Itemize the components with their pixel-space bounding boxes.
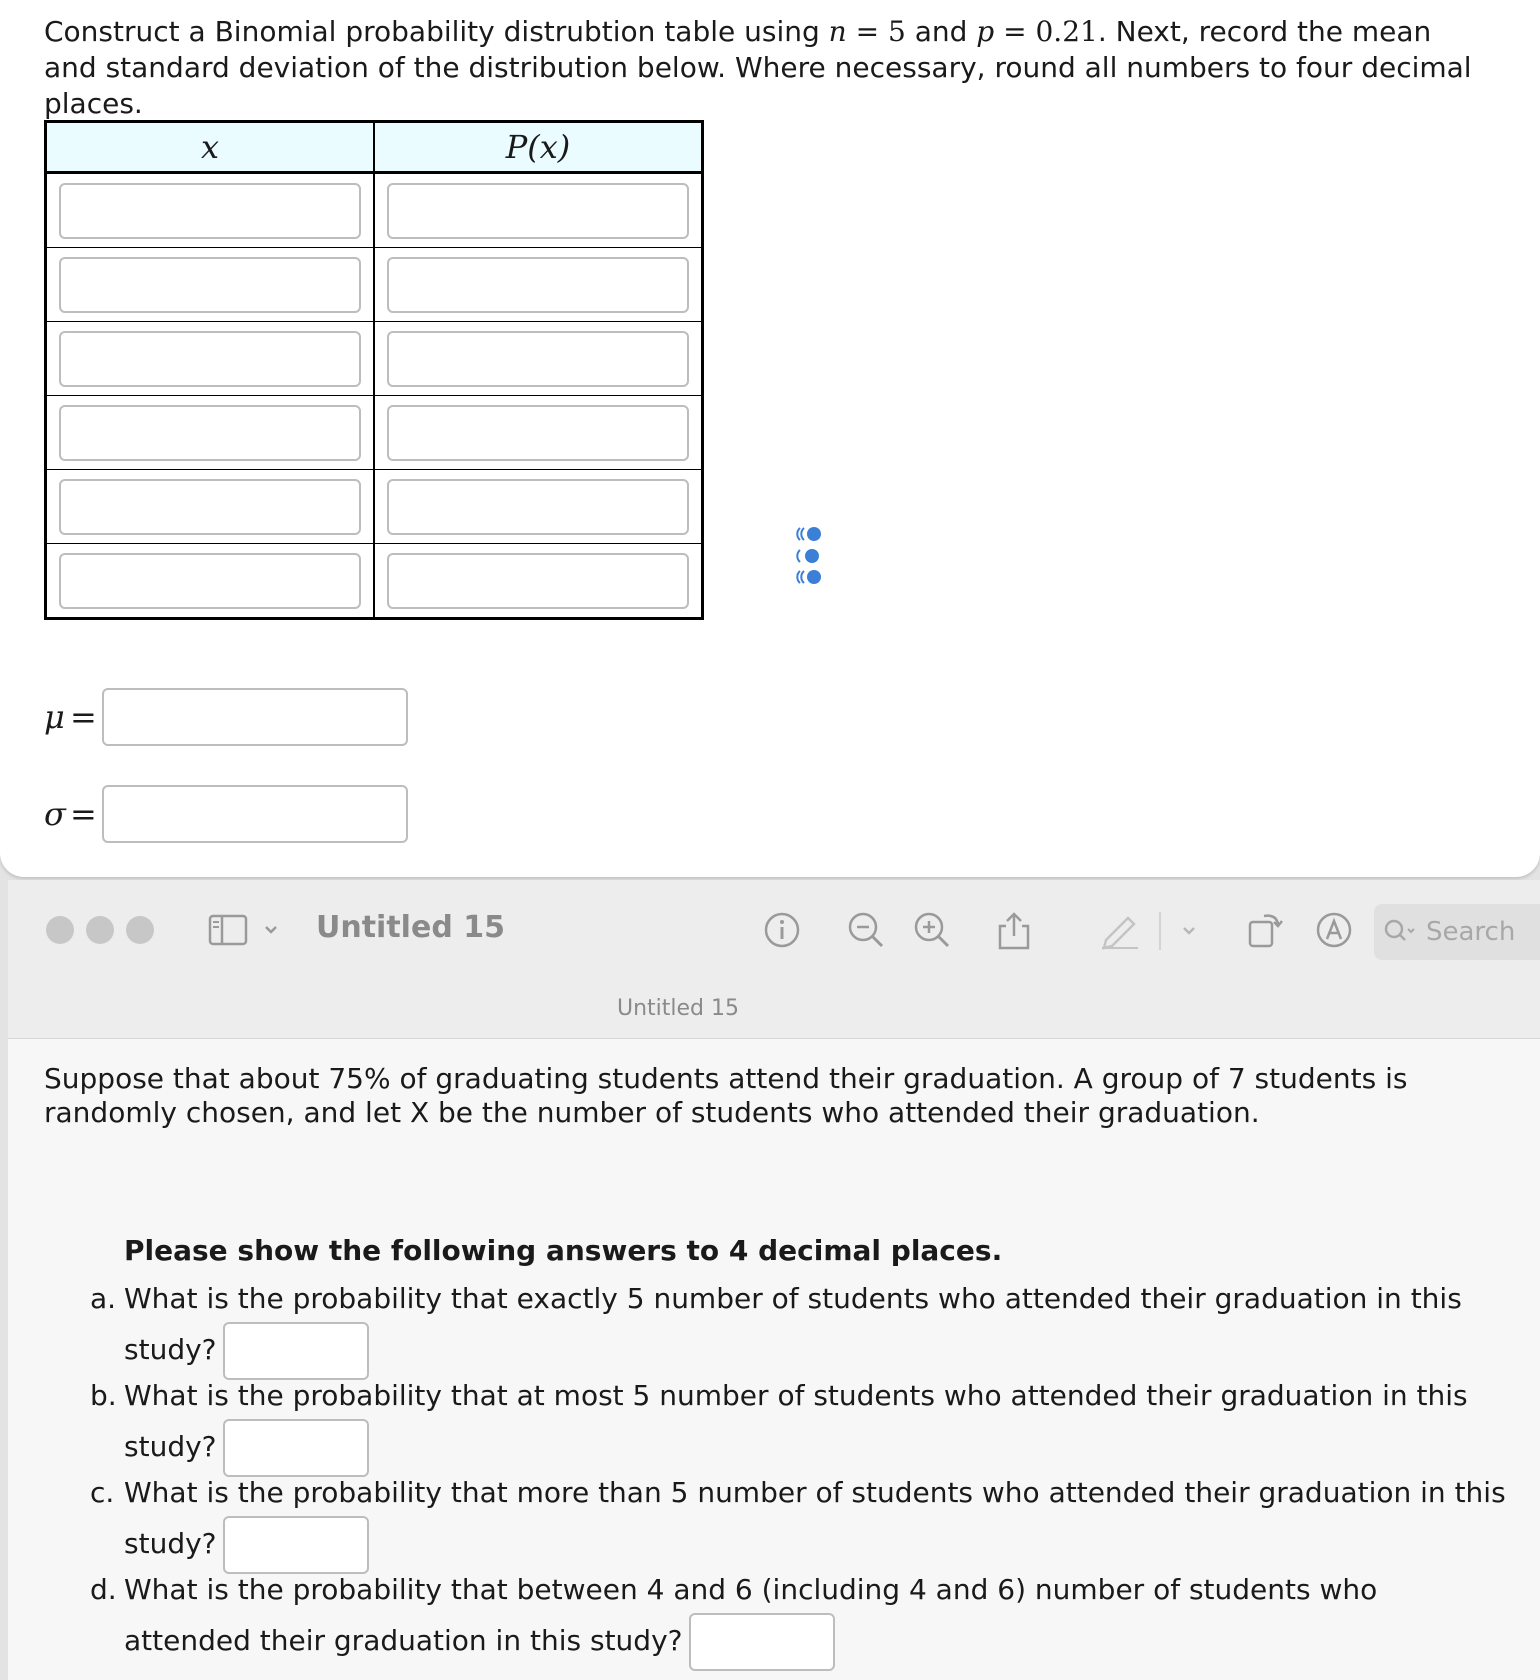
table-cell <box>46 248 375 322</box>
document-subtitle: Untitled 15 <box>616 996 739 1021</box>
x-input-5[interactable] <box>59 479 361 535</box>
minimize-window-button[interactable] <box>86 916 114 944</box>
table-cell <box>374 396 703 470</box>
zoom-window-button[interactable] <box>126 916 154 944</box>
p-equals: = 0.21 <box>994 15 1098 48</box>
sd-input[interactable] <box>102 785 408 843</box>
table-row <box>46 396 703 470</box>
px-input-2[interactable] <box>387 257 689 313</box>
p-variable: p <box>976 15 995 48</box>
rotate-icon[interactable] <box>1246 910 1286 950</box>
column-header-x: x <box>46 122 375 173</box>
close-window-button[interactable] <box>46 916 74 944</box>
search-field[interactable] <box>1374 904 1540 960</box>
question-letter: b. <box>90 1379 117 1412</box>
sigma-equals: = <box>70 795 97 833</box>
markup-pen-icon[interactable] <box>1098 910 1208 950</box>
loading-spinner-icon <box>790 525 826 589</box>
table-row <box>46 248 703 322</box>
table-header-row <box>46 122 703 173</box>
question-text: What is the probability that exactly 5 number of students who attended their graduation in this study? <box>124 1282 1462 1366</box>
window-toolbar <box>8 880 1540 1039</box>
table-cell <box>46 396 375 470</box>
x-input-3[interactable] <box>59 331 361 387</box>
question-text-part-b: and <box>905 15 977 48</box>
question-d <box>90 1567 1510 1671</box>
question-text: What is the probability that at most 5 number of students who attended their graduation in this study? <box>124 1379 1468 1463</box>
document-title: Untitled 15 <box>316 910 505 945</box>
table-row <box>46 544 703 619</box>
question-c <box>90 1470 1510 1574</box>
question-letter: c. <box>90 1476 115 1509</box>
table-row <box>46 322 703 396</box>
px-input-1[interactable] <box>387 183 689 239</box>
table-cell <box>374 248 703 322</box>
question-letter: d. <box>90 1573 117 1606</box>
table-cell <box>46 173 375 248</box>
sigma-label: σ <box>44 795 66 833</box>
question-text-part-c: . Next, record the mean and standard deviation of the distribution below. Where necessary, round all numbers to four decimal places. <box>44 15 1472 120</box>
binomial-table <box>44 120 704 620</box>
px-input-4[interactable] <box>387 405 689 461</box>
mean-row <box>44 688 408 746</box>
n-equals: = 5 <box>846 15 906 48</box>
info-icon[interactable] <box>762 910 802 950</box>
answer-input-d[interactable] <box>689 1613 835 1671</box>
sidebar-icon[interactable] <box>208 910 284 950</box>
column-header-px: P(x) <box>374 122 703 173</box>
table-cell <box>46 544 375 619</box>
question-b <box>90 1373 1510 1477</box>
question-a <box>90 1276 1510 1380</box>
question-text: What is the probability that between 4 and 6 (including 4 and 6) number of students who attended their graduation in this study? <box>124 1573 1378 1657</box>
mean-input[interactable] <box>102 688 408 746</box>
px-input-3[interactable] <box>387 331 689 387</box>
px-input-6[interactable] <box>387 553 689 609</box>
table-cell <box>374 544 703 619</box>
question-text-1 <box>44 14 1484 122</box>
px-input-5[interactable] <box>387 479 689 535</box>
n-variable: n <box>828 15 847 48</box>
instructions: Please show the following answers to 4 decimal places. <box>124 1234 1003 1267</box>
question-letter: a. <box>90 1282 117 1315</box>
x-input-4[interactable] <box>59 405 361 461</box>
x-input-2[interactable] <box>59 257 361 313</box>
annotate-icon[interactable] <box>1314 910 1354 950</box>
x-input-6[interactable] <box>59 553 361 609</box>
search-icon <box>1384 918 1418 946</box>
problem-2-paragraph: Suppose that about 75% of graduating students attend their graduation. A group of 7 students is randomly chosen, and let X be the number of students who attended their graduation. <box>44 1062 1408 1129</box>
question-text-part-a: Construct a Binomial probability distrubtion table using <box>44 15 829 48</box>
table-cell <box>374 322 703 396</box>
table-cell <box>374 173 703 248</box>
zoom-in-icon[interactable] <box>912 910 952 950</box>
answer-input-b[interactable] <box>223 1419 369 1477</box>
question-text: What is the probability that more than 5 number of students who attended their graduation in this study? <box>124 1476 1506 1560</box>
x-input-1[interactable] <box>59 183 361 239</box>
table-row <box>46 470 703 544</box>
preview-window <box>8 880 1540 1680</box>
mu-equals: = <box>70 698 97 736</box>
table-row <box>46 173 703 248</box>
sd-row <box>44 785 408 843</box>
search-placeholder: Search <box>1426 917 1516 947</box>
table-cell <box>46 470 375 544</box>
zoom-out-icon[interactable] <box>846 910 886 950</box>
answer-input-a[interactable] <box>223 1322 369 1380</box>
table-cell <box>46 322 375 396</box>
share-icon[interactable] <box>994 910 1034 950</box>
table-cell <box>374 470 703 544</box>
mu-label: μ <box>44 698 65 736</box>
answer-input-c[interactable] <box>223 1516 369 1574</box>
